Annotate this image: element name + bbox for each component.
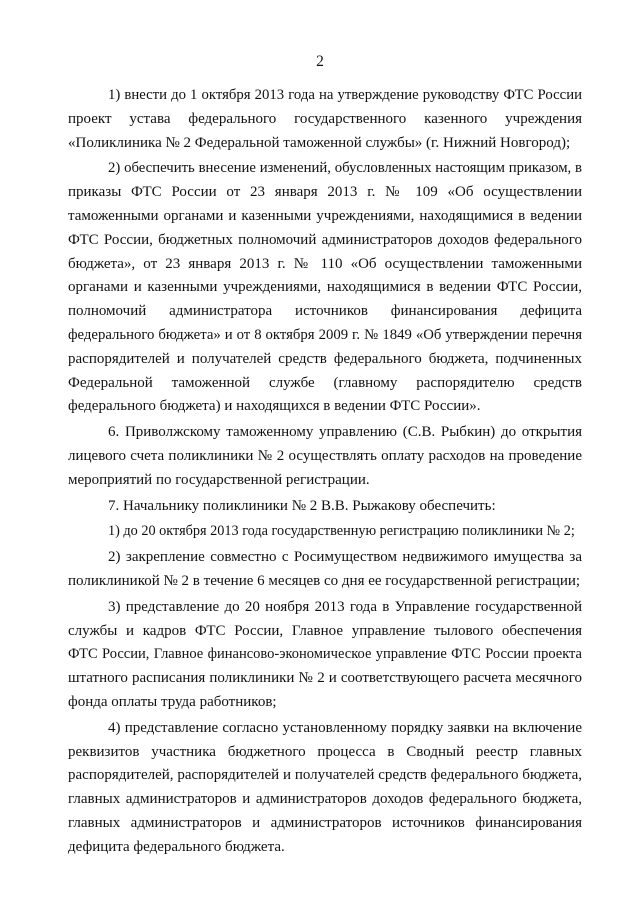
paragraph-8 — [68, 717, 582, 860]
text-line: федерального бюджета» и от 8 октября 2009 г. № 1849 «Об утверждении перечня — [68, 326, 582, 343]
text-line: полномочий администратора источников финансирования дефицита — [68, 303, 582, 320]
text-line: распорядителей и получателей средств федерального бюджета, подчиненных — [68, 350, 582, 367]
text-line: 1) внести до 1 октября 2013 года на утверждение руководству ФТС России — [108, 87, 582, 103]
text-line: федерального бюджета) и находящихся в ведении ФТС России». — [68, 398, 481, 415]
text-line: таможенными органами и казенными учреждениями, находящимися в ведении — [68, 207, 582, 224]
text-line: лицевого счета поликлиники № 2 осуществлять оплату расходов на проведение — [68, 447, 582, 464]
text-line: проект устава федерального государственного казенного учреждения — [68, 110, 582, 127]
paragraph-5 — [68, 520, 582, 544]
paragraph-6 — [68, 546, 582, 594]
text-line: «Поликлиника № 2 Федеральной таможенной службы» (г. Нижний Новгород); — [68, 134, 571, 151]
text-line: ФТС России, Главное финансово-экономическое управление ФТС России проекта — [68, 646, 582, 663]
text-line: 6. Приволжскому таможенному управлению (С.В. Рыбкин) до открытия — [108, 424, 582, 441]
text-line: 4) представление согласно установленному порядку заявки на включение — [108, 719, 582, 736]
paragraph-2 — [68, 157, 582, 419]
text-line: реквизитов участника бюджетного процесса в Сводный реестр главных — [68, 743, 582, 760]
text-line: распорядителей, распорядителей и получателей средств федерального бюджета, — [68, 767, 582, 784]
text-line: службы и кадров ФТС России, Главное управление тылового обеспечения — [68, 622, 582, 639]
document-body — [68, 84, 582, 862]
text-line: 7. Начальнику поликлиники № 2 В.В. Рыжакову обеспечить: — [108, 497, 496, 514]
text-line: 3) представление до 20 ноября 2013 года в Управление государственной — [108, 598, 582, 615]
text-line: главных администраторов и администраторов источников финансирования — [68, 814, 582, 831]
text-line: главных администраторов и администраторов доходов федерального бюджета, — [68, 791, 582, 808]
text-line: приказы ФТС России от 23 января 2013 г. № 109 «Об осуществлении — [68, 184, 582, 201]
text-line: 2) обеспечить внесение изменений, обусловленных настоящим приказом, в — [108, 160, 582, 177]
text-line: дефицита федерального бюджета. — [68, 838, 285, 855]
text-line: Федеральной таможенной службе (главному распорядителю средств — [68, 374, 582, 391]
text-line: фонда оплаты труда работников; — [68, 693, 277, 710]
paragraph-4 — [68, 495, 582, 519]
text-line: поликлиникой № 2 в течение 6 месяцев со дня ее государственной регистрации; — [68, 572, 581, 589]
text-line: бюджета», от 23 января 2013 г. № 110 «Об осуществлении таможенными — [68, 255, 582, 272]
text-line: штатного расписания поликлиники № 2 и соответствующего расчета месячного — [68, 670, 582, 687]
text-line: ФТС России, бюджетных полномочий администраторов доходов федерального — [68, 231, 582, 248]
paragraph-3 — [68, 421, 582, 492]
paragraph-1 — [68, 84, 582, 155]
text-line: 2) закрепление совместно с Росимуществом недвижимого имущества за — [108, 549, 582, 566]
text-line: мероприятий по государственной регистрации. — [68, 471, 370, 488]
text-line: 1) до 20 октября 2013 года государственную регистрацию поликлиники № 2; — [108, 523, 575, 540]
paragraph-7 — [68, 596, 582, 715]
page-number: 2 — [316, 53, 324, 70]
text-line: органами и казенными учреждениями, находящимися в ведении ФТС России, — [68, 279, 582, 296]
